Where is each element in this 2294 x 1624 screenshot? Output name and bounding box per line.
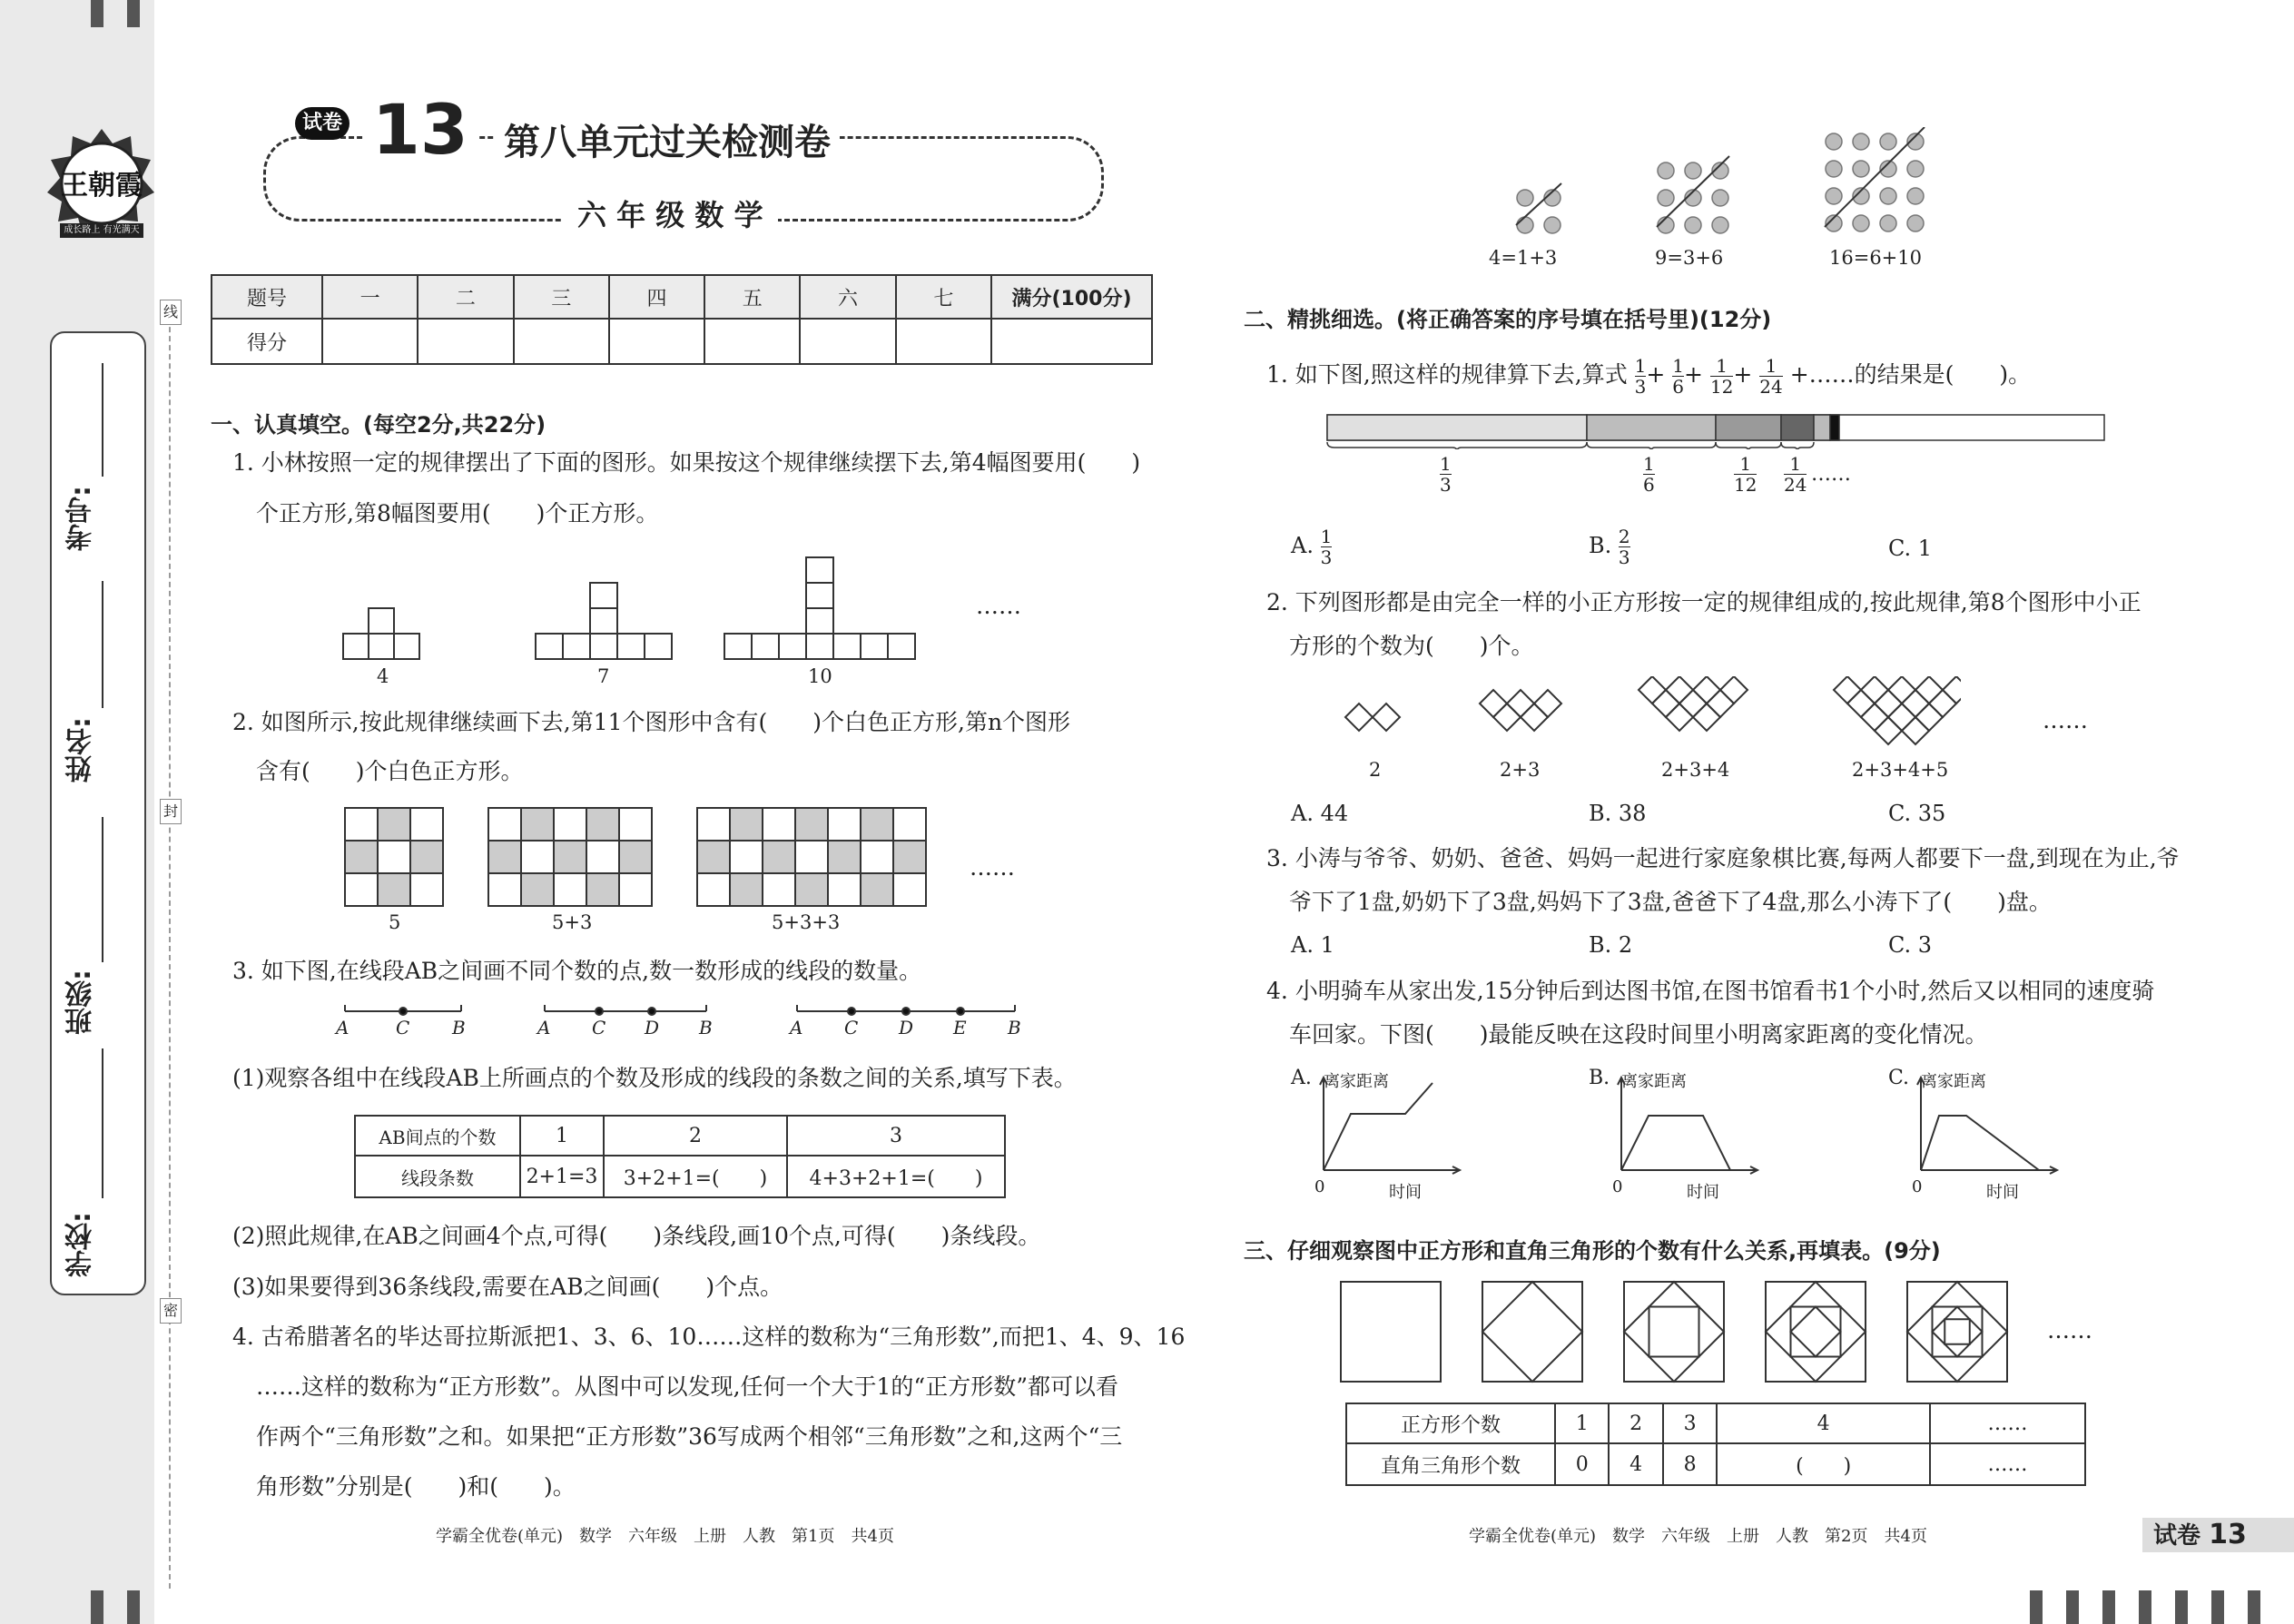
registration-mark xyxy=(2211,1590,2224,1624)
fraction-den: 3 xyxy=(1320,546,1333,568)
registration-mark xyxy=(2030,1590,2043,1624)
ellipsis: …… xyxy=(2043,707,2088,733)
score-header-cell: 三 xyxy=(514,275,609,319)
registration-mark xyxy=(91,1590,103,1624)
registration-mark xyxy=(2175,1590,2188,1624)
q2-caption: 5+3 xyxy=(552,911,593,933)
s2-q2-option-c[interactable]: C. 35 xyxy=(1888,801,1946,826)
fraction-num: 1 xyxy=(1672,355,1685,377)
q1-text: 1. 小林按照一定的规律摆出了下面的图形。如果按这个规律继续摆下去,第4幅图要用( ) xyxy=(232,449,1141,476)
fraction-num: 1 xyxy=(1710,356,1733,377)
fraction xyxy=(1635,356,1647,397)
bar-fraction xyxy=(1643,454,1655,495)
fraction-num: 1 xyxy=(1320,526,1333,547)
fraction-num: 1 xyxy=(1759,356,1782,377)
s2-q4-text: 4. 小明骑车从家出发,15分钟后到达图书馆,在图书馆看书1个小时,然后又以相同的速度骑 xyxy=(1266,978,2155,1004)
graph-letter: B. xyxy=(1589,1067,1610,1089)
name-field[interactable] xyxy=(102,581,103,708)
s2-q2-caption: 2+3+4 xyxy=(1661,759,1730,781)
corner-exam-label xyxy=(2142,1518,2294,1552)
graph-option-b[interactable] xyxy=(1589,1067,1788,1202)
q2-text: 含有( )个白色正方形。 xyxy=(256,758,524,784)
name-label: 姓名: xyxy=(65,717,97,782)
point-label: C xyxy=(396,1017,410,1038)
s2-q2-option-b[interactable]: B. 38 xyxy=(1589,801,1647,826)
fraction-den: 3 xyxy=(1440,474,1452,496)
fraction-num: 1 xyxy=(1643,453,1655,475)
score-header-cell: 六 xyxy=(800,275,895,319)
q1-caption: 7 xyxy=(597,665,610,687)
score-table xyxy=(211,274,1153,365)
q3-table-cell: 2+1=3 xyxy=(520,1156,604,1197)
q3-table-answer[interactable]: 3+2+1=( ) xyxy=(604,1156,787,1197)
graph-option-c[interactable] xyxy=(1888,1067,2088,1202)
s2-q3-option-c[interactable]: C. 3 xyxy=(1888,932,1933,958)
s3-table-answer[interactable]: ( ) xyxy=(1717,1443,1930,1485)
fraction-num: 1 xyxy=(1734,454,1757,475)
graph-ylabel: 离家距离 xyxy=(1324,1072,1389,1091)
s2-q2-option-a[interactable]: A. 44 xyxy=(1291,801,1349,826)
point-label: D xyxy=(899,1017,914,1038)
s3-table-cell: 4 xyxy=(1609,1443,1662,1485)
s2-q2-diamond-figures xyxy=(1344,676,1961,762)
fraction xyxy=(1710,356,1733,397)
q3-sub2: (2)照此规律,在AB之间画4个点,可得( )条线段,画10个点,可得( )条线段。 xyxy=(232,1223,1041,1249)
s2-q3-option-b[interactable]: B. 2 xyxy=(1589,932,1633,958)
s2-q2-caption: 2 xyxy=(1369,759,1382,781)
registration-mark xyxy=(127,1590,140,1624)
page-subtitle: 六 年 级 数 学 xyxy=(563,192,778,234)
s3-table-cell: 0 xyxy=(1555,1443,1609,1485)
point-label: A xyxy=(790,1017,803,1038)
fraction-den: 6 xyxy=(1643,474,1655,496)
fraction-num: 1 xyxy=(1634,355,1647,377)
q3-sub3: (3)如果要得到36条线段,需要在AB之间画( )个点。 xyxy=(232,1274,783,1300)
dot-figures xyxy=(1489,127,1961,249)
fraction-num: 2 xyxy=(1618,526,1630,547)
s3-table-cell: …… xyxy=(1930,1443,2085,1485)
svg-text:王朝霞: 王朝霞 xyxy=(61,170,143,202)
score-header-cell: 二 xyxy=(418,275,513,319)
q4-text: 4. 古希腊著名的毕达哥拉斯派把1、3、6、10……这样的数称为“三角形数”,而把1、4、9、16 xyxy=(232,1324,1186,1350)
score-header-cell: 一 xyxy=(322,275,418,319)
bar-fraction xyxy=(1734,454,1757,495)
corner-label: 试卷 xyxy=(2153,1522,2201,1550)
fraction-den: 3 xyxy=(1618,546,1630,568)
fraction-num: 1 xyxy=(1440,453,1452,475)
s2-q4-text: 车回家。下图( )最能反映在这段时间里小明离家距离的变化情况。 xyxy=(1289,1021,1988,1048)
score-header-cell: 七 xyxy=(896,275,991,319)
score-cell[interactable] xyxy=(991,319,1152,364)
q3-table-answer[interactable]: 4+3+2+1=( ) xyxy=(787,1156,1005,1197)
s3-table-cell: 4 xyxy=(1717,1403,1930,1443)
section1-heading: 一、认真填空。(每空2分,共22分) xyxy=(211,412,546,438)
q1-figures xyxy=(336,545,989,666)
exam-number-label: 考号: xyxy=(65,486,97,551)
q4-text: ……这样的数称为“正方形数”。从图中可以发现,任何一个大于1的“正方形数”都可以看 xyxy=(256,1373,1118,1400)
bar-ellipsis: …… xyxy=(1811,463,1851,486)
corner-number: 13 xyxy=(2209,1519,2247,1550)
cut-mark: 线 xyxy=(160,300,182,325)
q3-table xyxy=(354,1115,1006,1198)
fraction xyxy=(1759,356,1782,397)
fraction xyxy=(1619,527,1630,567)
q1-caption: 10 xyxy=(808,665,832,687)
fraction-den: 24 xyxy=(1759,376,1783,398)
section3-table xyxy=(1345,1403,2086,1486)
graph-ylabel: 离家距离 xyxy=(1921,1072,1986,1091)
graph-letter: C. xyxy=(1888,1067,1910,1089)
score-cell[interactable] xyxy=(418,319,513,364)
graph-xlabel: 时间 xyxy=(1687,1183,1719,1202)
fraction xyxy=(1672,356,1684,397)
registration-mark xyxy=(2102,1590,2115,1624)
s2-q1-option-b[interactable] xyxy=(1589,527,1630,567)
q1-text: 个正方形,第8幅图要用( )个正方形。 xyxy=(256,500,659,527)
graph-ylabel: 离家距离 xyxy=(1621,1072,1687,1091)
option-letter: B. xyxy=(1589,533,1612,558)
fraction-den: 12 xyxy=(1734,474,1757,496)
score-cell[interactable] xyxy=(514,319,609,364)
q4-text: 作两个“三角形数”之和。如果把“正方形数”36写成两个相邻“三角形数”之和,这两个“三 xyxy=(256,1423,1123,1450)
q4-text: 角形数”分别是( )和( )。 xyxy=(256,1473,576,1500)
score-cell[interactable] xyxy=(896,319,991,364)
footer-left: 学霸全优卷(单元) 数学 六年级 上册 人教 第1页 共4页 xyxy=(436,1527,894,1546)
graph-option-a[interactable] xyxy=(1291,1067,1491,1202)
s3-table-cell: 8 xyxy=(1663,1443,1717,1485)
point-label: C xyxy=(592,1017,606,1038)
exam-number: 13 xyxy=(363,89,478,171)
dot-caption: 16=6+10 xyxy=(1829,247,1922,269)
s2-q1-suffix: +……的结果是( )。 xyxy=(1789,361,2032,388)
option-letter: A. xyxy=(1291,533,1314,558)
nested-square-figure-5 xyxy=(1905,1280,2009,1387)
s2-q1-text: 1. 如下图,照这样的规律算下去,算式 $\frac{1}{3}$ + $\frac{1}{6}$ + $\frac{1}{12}$ + $\frac{1}{24}$ +……的结果是( )。 xyxy=(1266,355,2032,398)
footer-right: 学霸全优卷(单元) 数学 六年级 上册 人教 第2页 共4页 xyxy=(1469,1527,1927,1546)
q3-sub1: (1)观察各组中在线段AB上所画点的个数及形成的线段的条数之间的关系,填写下表。 xyxy=(232,1065,1077,1091)
s2-q2-caption: 2+3+4+5 xyxy=(1852,759,1949,781)
dot-caption: 9=3+6 xyxy=(1655,247,1724,269)
ellipsis: …… xyxy=(970,854,1015,881)
exam-number-field[interactable] xyxy=(102,363,103,477)
score-header-cell: 满分(100分) xyxy=(991,275,1152,319)
cut-line xyxy=(169,300,171,1589)
point-label: B xyxy=(452,1017,466,1038)
q3-table-cell: 3 xyxy=(787,1116,1005,1156)
s2-q2-text: 方形的个数为( )个。 xyxy=(1289,633,1534,659)
class-field[interactable] xyxy=(102,817,103,962)
publisher-logo xyxy=(47,127,156,245)
s2-q3-option-a[interactable]: A. 1 xyxy=(1291,932,1334,958)
school-field[interactable] xyxy=(102,1048,103,1198)
page-title: 第八单元过关检测卷 xyxy=(495,113,840,165)
s2-q1-prefix: 1. 如下图,照这样的规律算下去,算式 xyxy=(1266,361,1628,388)
student-info-box xyxy=(50,331,146,1295)
q2-caption: 5 xyxy=(389,911,401,933)
q3-table-cell: AB间点的个数 xyxy=(355,1116,520,1156)
q1-caption: 4 xyxy=(377,665,389,687)
s2-q3-text: 爷下了1盘,奶奶下了3盘,妈妈下了3盘,爸爸下了4盘,那么小涛下了( )盘。 xyxy=(1289,889,2052,915)
point-label: A xyxy=(537,1017,551,1038)
registration-mark xyxy=(2139,1590,2151,1624)
score-cell[interactable] xyxy=(704,319,800,364)
s2-q2-text: 2. 下列图形都是由完全一样的小正方形按一定的规律组成的,按此规律,第8个图形中小正 xyxy=(1266,589,2141,615)
score-cell[interactable] xyxy=(800,319,895,364)
point-label: D xyxy=(645,1017,660,1038)
score-cell[interactable] xyxy=(609,319,704,364)
bar-fraction xyxy=(1440,454,1452,495)
logo-slogan: 成长路上 有光满天 xyxy=(64,225,140,235)
q2-caption: 5+3+3 xyxy=(772,911,841,933)
q2-text: 2. 如图所示,按此规律继续画下去,第11个图形中含有( )个白色正方形,第n个图形 xyxy=(232,709,1071,735)
point-label: C xyxy=(844,1017,859,1038)
s2-q1-option-a[interactable] xyxy=(1291,527,1332,567)
q3-table-cell: 1 xyxy=(520,1116,604,1156)
fraction-den: 3 xyxy=(1634,376,1647,398)
q3-text: 3. 如下图,在线段AB之间画不同个数的点,数一数形成的线段的数量。 xyxy=(232,958,922,984)
fraction-den: 24 xyxy=(1784,474,1807,496)
s2-q1-option-c[interactable]: C. 1 xyxy=(1888,536,1933,561)
graph-origin: 0 xyxy=(1612,1177,1623,1196)
graph-xlabel: 时间 xyxy=(1389,1183,1422,1202)
point-label: A xyxy=(336,1017,350,1038)
section2-heading: 二、精挑细选。(将正确答案的序号填在括号里)(12分) xyxy=(1244,307,1772,332)
q3-segment-figures xyxy=(343,1000,1033,1026)
q3-table-cell: 线段条数 xyxy=(355,1156,520,1197)
q2-figures xyxy=(343,806,933,911)
s3-table-cell: 1 xyxy=(1555,1403,1609,1443)
score-row-label: 得分 xyxy=(212,319,322,364)
registration-mark xyxy=(2066,1590,2079,1624)
registration-mark xyxy=(2248,1590,2260,1624)
registration-mark xyxy=(127,0,140,27)
score-header-cell: 五 xyxy=(704,275,800,319)
graph-origin: 0 xyxy=(1314,1177,1325,1196)
cut-mark: 密 xyxy=(160,1298,182,1324)
s2-q3-text: 3. 小涛与爷爷、奶奶、爸爸、妈妈一起进行家庭象棋比赛,每两人都要下一盘,到现在为止,爷 xyxy=(1266,845,2180,871)
nested-square-figures xyxy=(1339,1280,1974,1387)
ellipsis: …… xyxy=(976,593,1021,619)
class-label: 班级: xyxy=(65,969,97,1035)
fraction-bar xyxy=(1325,413,2106,453)
score-header-cell: 题号 xyxy=(212,275,322,319)
point-label: E xyxy=(953,1017,967,1038)
ellipsis: …… xyxy=(2047,1317,2092,1343)
fraction-num: 1 xyxy=(1784,454,1807,475)
exam-badge: 试卷 xyxy=(295,107,350,140)
cut-mark: 封 xyxy=(160,799,182,824)
score-header-cell: 四 xyxy=(609,275,704,319)
dot-caption: 4=1+3 xyxy=(1489,247,1558,269)
point-label: B xyxy=(1008,1017,1021,1038)
score-cell[interactable] xyxy=(322,319,418,364)
fraction-den: 12 xyxy=(1709,376,1734,398)
q3-table-cell: 2 xyxy=(604,1116,787,1156)
school-label: 学校: xyxy=(65,1212,97,1277)
graph-xlabel: 时间 xyxy=(1986,1183,2019,1202)
s2-q2-caption: 2+3 xyxy=(1500,759,1541,781)
graph-origin: 0 xyxy=(1912,1177,1923,1196)
point-label: B xyxy=(699,1017,713,1038)
s3-table-cell: 正方形个数 xyxy=(1346,1403,1555,1443)
s3-table-cell: 2 xyxy=(1609,1403,1662,1443)
graph-letter: A. xyxy=(1291,1067,1312,1089)
registration-mark xyxy=(91,0,103,27)
section3-heading: 三、仔细观察图中正方形和直角三角形的个数有什么关系,再填表。(9分) xyxy=(1244,1238,1941,1264)
s3-table-cell: 3 xyxy=(1663,1403,1717,1443)
s3-table-cell: …… xyxy=(1930,1403,2085,1443)
fraction xyxy=(1321,527,1333,567)
s3-table-cell: 直角三角形个数 xyxy=(1346,1443,1555,1485)
bar-fraction xyxy=(1784,454,1807,495)
fraction-den: 6 xyxy=(1672,376,1685,398)
